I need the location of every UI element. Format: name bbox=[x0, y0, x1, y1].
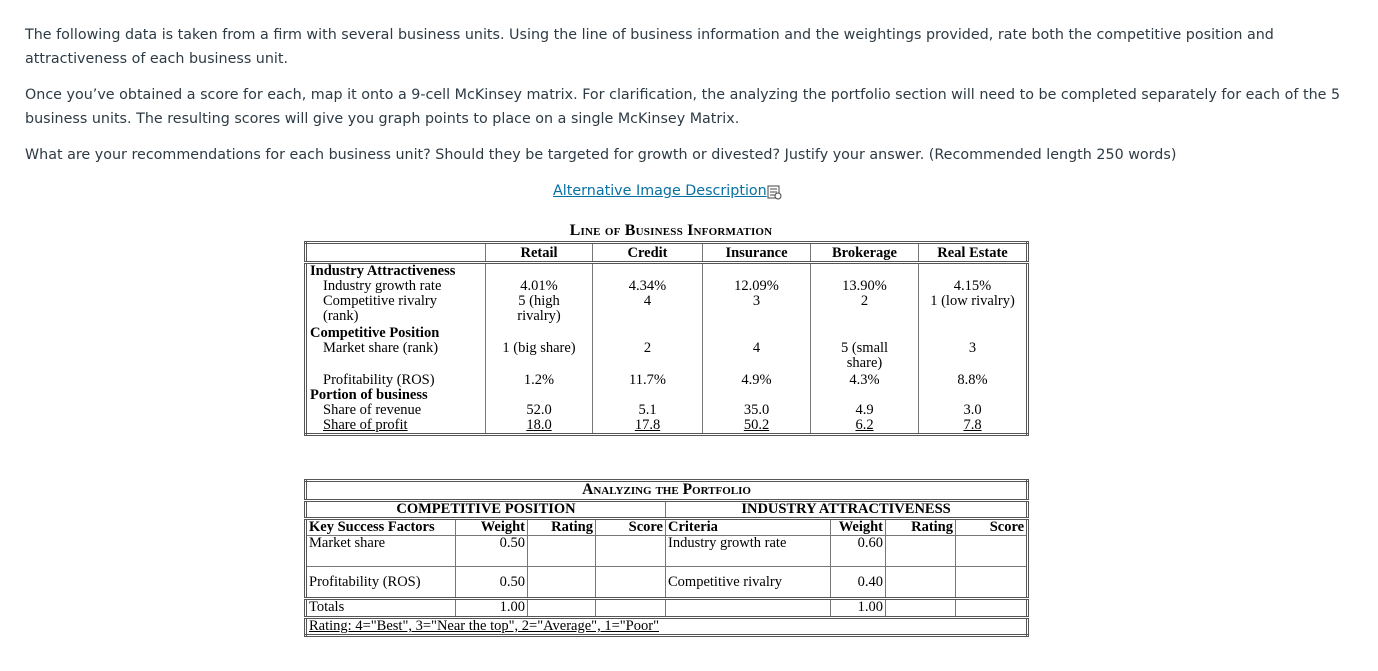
cell-share-of-profit: 7.8 bbox=[919, 418, 1028, 435]
cell-share-of-revenue: 5.1 bbox=[593, 403, 703, 418]
table-row bbox=[306, 341, 1028, 373]
cell-share-of-profit: 6.2 bbox=[811, 418, 919, 435]
analyzing-portfolio-table bbox=[304, 479, 1029, 637]
document-icon[interactable] bbox=[766, 184, 782, 200]
header-credit: Credit bbox=[593, 243, 703, 263]
cell-share-of-revenue: 35.0 bbox=[703, 403, 811, 418]
cell-rivalry: 5 (high rivalry) bbox=[486, 294, 593, 326]
header-retail: Retail bbox=[486, 243, 593, 263]
section-row bbox=[306, 326, 1028, 341]
section-row bbox=[306, 263, 1028, 280]
cell-market-share: 4 bbox=[703, 341, 811, 373]
header-real-estate: Real Estate bbox=[919, 243, 1028, 263]
header-key-success-factors: Key Success Factors bbox=[306, 519, 456, 536]
weight-profitability: 0.50 bbox=[456, 567, 528, 599]
cell-profitability: 4.9% bbox=[703, 373, 811, 388]
competitive-position-title: COMPETITIVE POSITION bbox=[306, 501, 666, 519]
table-row bbox=[306, 403, 1028, 418]
instruction-paragraph-2: Once you’ve obtained a score for each, map it onto a 9-cell McKinsey matrix. For clarification, the analyzing the portfolio section will need to be completed separately for each of the 5 business units. The resulting scores will give you graph points to place on a single McKinsey Matrix. bbox=[25, 87, 1341, 127]
line-of-business-table bbox=[304, 241, 1029, 436]
table-row bbox=[306, 294, 1028, 326]
score-input[interactable] bbox=[596, 536, 666, 567]
row-label-share-of-profit: Share of profit bbox=[323, 417, 408, 433]
cell-market-share: 2 bbox=[593, 341, 703, 373]
rating-note: Rating: 4="Best", 3="Near the top", 2="Average", 1="Poor" bbox=[309, 618, 659, 634]
criteria-rivalry: Competitive rivalry bbox=[666, 567, 831, 599]
weight-market-share: 0.50 bbox=[456, 536, 528, 567]
cell-profitability: 11.7% bbox=[593, 373, 703, 388]
section-row bbox=[306, 388, 1028, 403]
row-label-rivalry: Competitive rivalry (rank) bbox=[306, 294, 486, 326]
score-input[interactable] bbox=[596, 567, 666, 599]
section-portion-of-business: Portion of business bbox=[306, 388, 486, 403]
cell-share-of-revenue: 4.9 bbox=[811, 403, 919, 418]
cell-share-of-revenue: 52.0 bbox=[486, 403, 593, 418]
cell-growth: 4.15% bbox=[919, 279, 1028, 294]
row-label-market-share: Market share (rank) bbox=[306, 341, 486, 373]
factor-market-share: Market share bbox=[306, 536, 456, 567]
row-label-growth: Industry growth rate bbox=[306, 279, 486, 294]
rating-input[interactable] bbox=[886, 599, 956, 618]
totals-row bbox=[306, 599, 1028, 618]
row-label-profitability: Profitability (ROS) bbox=[306, 373, 486, 388]
rating-input[interactable] bbox=[528, 599, 596, 618]
industry-attractiveness-title: INDUSTRY ATTRACTIVENESS bbox=[666, 501, 1028, 519]
cp-total-weight: 1.00 bbox=[456, 599, 528, 618]
cell-profitability: 1.2% bbox=[486, 373, 593, 388]
cell-rivalry: 3 bbox=[703, 294, 811, 326]
row-label-share-of-revenue: Share of revenue bbox=[306, 403, 486, 418]
section-competitive-position: Competitive Position bbox=[306, 326, 486, 341]
cell-profitability: 8.8% bbox=[919, 373, 1028, 388]
cell-growth: 4.34% bbox=[593, 279, 703, 294]
instruction-paragraph-1: The following data is taken from a firm with several business units. Using the line of business information and the weightings provided, rate both the competitive position and attractiveness of each business unit. bbox=[25, 27, 1274, 67]
header-weight: Weight bbox=[831, 519, 886, 536]
header-criteria: Criteria bbox=[666, 519, 831, 536]
header-score: Score bbox=[596, 519, 666, 536]
cell-share-of-revenue: 3.0 bbox=[919, 403, 1028, 418]
cell-growth: 12.09% bbox=[703, 279, 811, 294]
cell-market-share: 3 bbox=[919, 341, 1028, 373]
cell-market-share: 5 (small share) bbox=[811, 341, 919, 373]
cell-profitability: 4.3% bbox=[811, 373, 919, 388]
rating-input[interactable] bbox=[528, 536, 596, 567]
table-row bbox=[306, 418, 1028, 435]
cell-rivalry: 2 bbox=[811, 294, 919, 326]
cell-share-of-profit: 18.0 bbox=[486, 418, 593, 435]
cell-share-of-profit: 50.2 bbox=[703, 418, 811, 435]
header-weight: Weight bbox=[456, 519, 528, 536]
header-rating: Rating bbox=[528, 519, 596, 536]
factor-profitability: Profitability (ROS) bbox=[306, 567, 456, 599]
cell-growth: 13.90% bbox=[811, 279, 919, 294]
score-input[interactable] bbox=[956, 599, 1028, 618]
portfolio-title: Analyzing the Portfolio bbox=[306, 481, 1028, 501]
instruction-paragraph-3: What are your recommendations for each business unit? Should they be targeted for growth or divested? Justify your answer. (Recommended length 250 words) bbox=[25, 147, 1177, 163]
table-row bbox=[306, 567, 1028, 599]
cell-rivalry: 1 (low rivalry) bbox=[919, 294, 1028, 326]
section-industry-attractiveness: Industry Attractiveness bbox=[306, 263, 486, 280]
table-row bbox=[306, 279, 1028, 294]
cell-market-share: 1 (big share) bbox=[486, 341, 593, 373]
rating-input[interactable] bbox=[886, 536, 956, 567]
weight-growth: 0.60 bbox=[831, 536, 886, 567]
header-brokerage: Brokerage bbox=[811, 243, 919, 263]
rating-input[interactable] bbox=[886, 567, 956, 599]
weight-rivalry: 0.40 bbox=[831, 567, 886, 599]
line-of-business-title: Line of Business Information bbox=[569, 222, 773, 239]
header-blank bbox=[306, 243, 486, 263]
cell-rivalry: 4 bbox=[593, 294, 703, 326]
alternative-image-description-link[interactable]: Alternative Image Description bbox=[553, 183, 767, 199]
score-input[interactable] bbox=[956, 536, 1028, 567]
header-rating: Rating bbox=[886, 519, 956, 536]
header-score: Score bbox=[956, 519, 1028, 536]
cell-growth: 4.01% bbox=[486, 279, 593, 294]
score-input[interactable] bbox=[956, 567, 1028, 599]
cell-share-of-profit: 17.8 bbox=[593, 418, 703, 435]
rating-input[interactable] bbox=[528, 567, 596, 599]
table-row bbox=[306, 373, 1028, 388]
score-input[interactable] bbox=[596, 599, 666, 618]
criteria-growth: Industry growth rate bbox=[666, 536, 831, 567]
ia-total-weight: 1.00 bbox=[831, 599, 886, 618]
table-row bbox=[306, 536, 1028, 567]
totals-label: Totals bbox=[306, 599, 456, 618]
header-insurance: Insurance bbox=[703, 243, 811, 263]
